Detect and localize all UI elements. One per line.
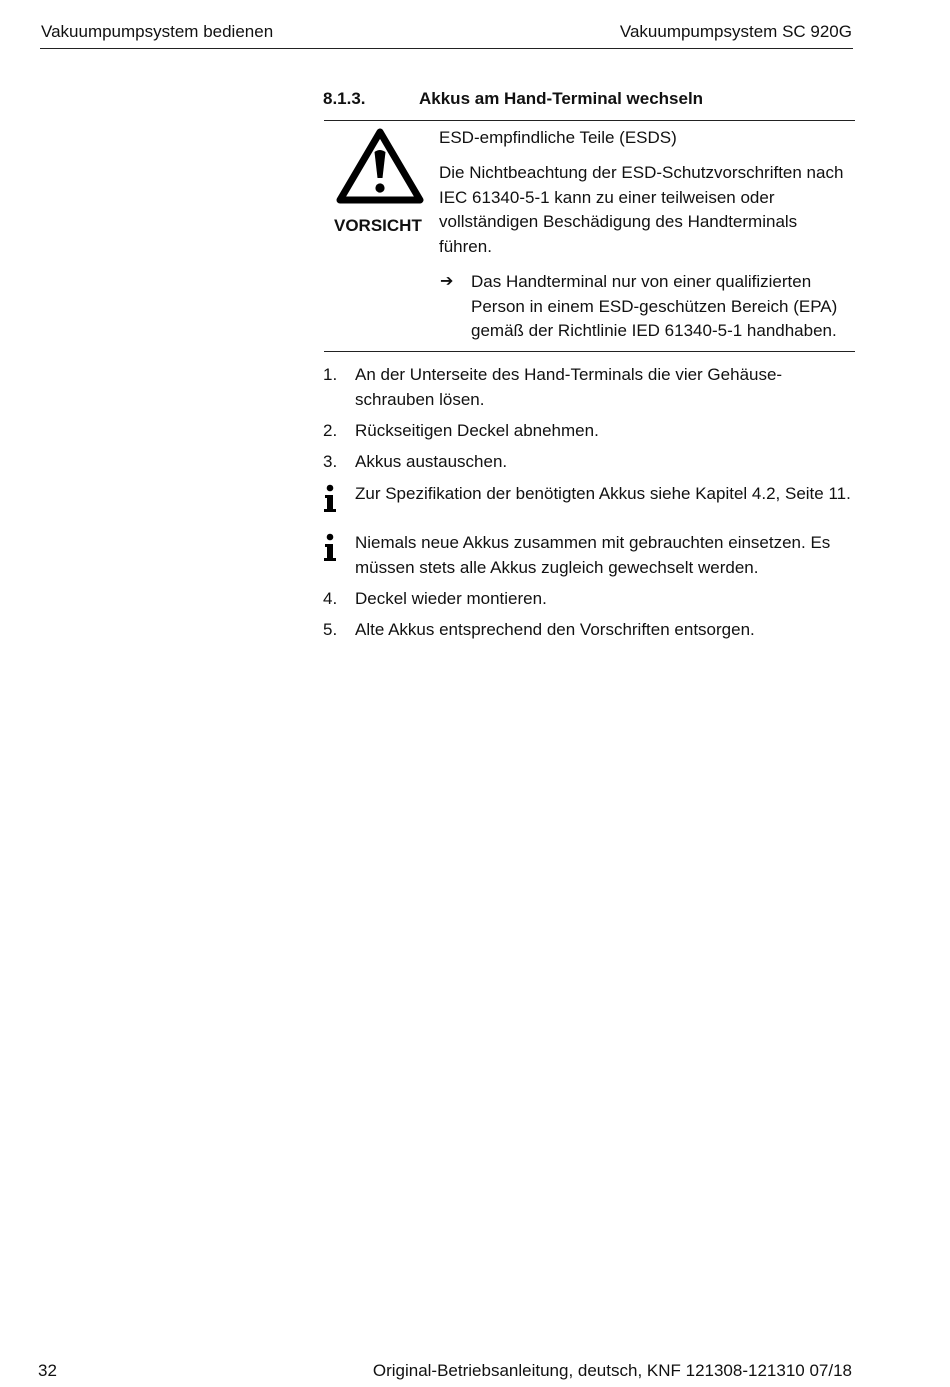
step-number: 2.: [323, 421, 338, 440]
warning-top-rule: [324, 120, 855, 121]
info-icon: [322, 533, 338, 563]
page-number: 32: [38, 1361, 57, 1380]
step-text: Alte Akkus entsprechend den Vorschriften entsorgen.: [355, 620, 755, 639]
step-number: 4.: [323, 589, 338, 608]
step-number: 3.: [323, 452, 338, 471]
warning-title: ESD-empfindliche Teile (ESDS): [439, 128, 677, 147]
step-text: Deckel wieder montieren.: [355, 589, 547, 608]
info-icon: [322, 484, 338, 514]
warning-triangle-icon: [334, 126, 426, 206]
warning-signal-word: VORSICHT: [334, 216, 422, 235]
section-number: 8.1.3.: [323, 89, 366, 108]
warning-bottom-rule: [324, 351, 855, 352]
warning-body: Die Nichtbeachtung der ESD-Schutzvorschriften nach IEC 61340-5-1 kann zu einer teilweisen oder vollständigen Beschädigung des Handterminals führen.: [439, 163, 844, 256]
section-title: Akkus am Hand-Terminal wechseln: [419, 89, 704, 108]
document-footer: Original-Betriebsanleitung, deutsch, KNF 121308-121310 07/18: [372, 1361, 852, 1380]
step-text: An der Unterseite des Hand-Terminals die vier Gehäuse-schrauben lösen.: [355, 365, 783, 409]
running-header-right: Vakuumpumpsystem SC 920G: [619, 22, 852, 41]
note-text: Zur Spezifikation der benötigten Akkus siehe Kapitel 4.2, Seite 11.: [355, 484, 851, 503]
warning-action: Das Handterminal nur von einer qualifizierten Person in einem ESD-geschützen Bereich (EPA) gemäß der Richtlinie IED 61340-5-1 handhaben.: [471, 272, 838, 340]
running-header-left: Vakuumpumpsystem bedienen: [41, 22, 274, 41]
step-number: 5.: [323, 620, 338, 639]
step-text: Akkus austauschen.: [355, 452, 508, 471]
header-divider: [40, 48, 853, 49]
action-arrow-icon: ➔: [440, 273, 454, 290]
step-text: Rückseitigen Deckel abnehmen.: [355, 421, 599, 440]
step-number: 1.: [323, 365, 338, 384]
note-text: Niemals neue Akkus zusammen mit gebrauchten einsetzen. Es müssen stets alle Akkus zugleich gewechselt werden.: [355, 533, 831, 577]
